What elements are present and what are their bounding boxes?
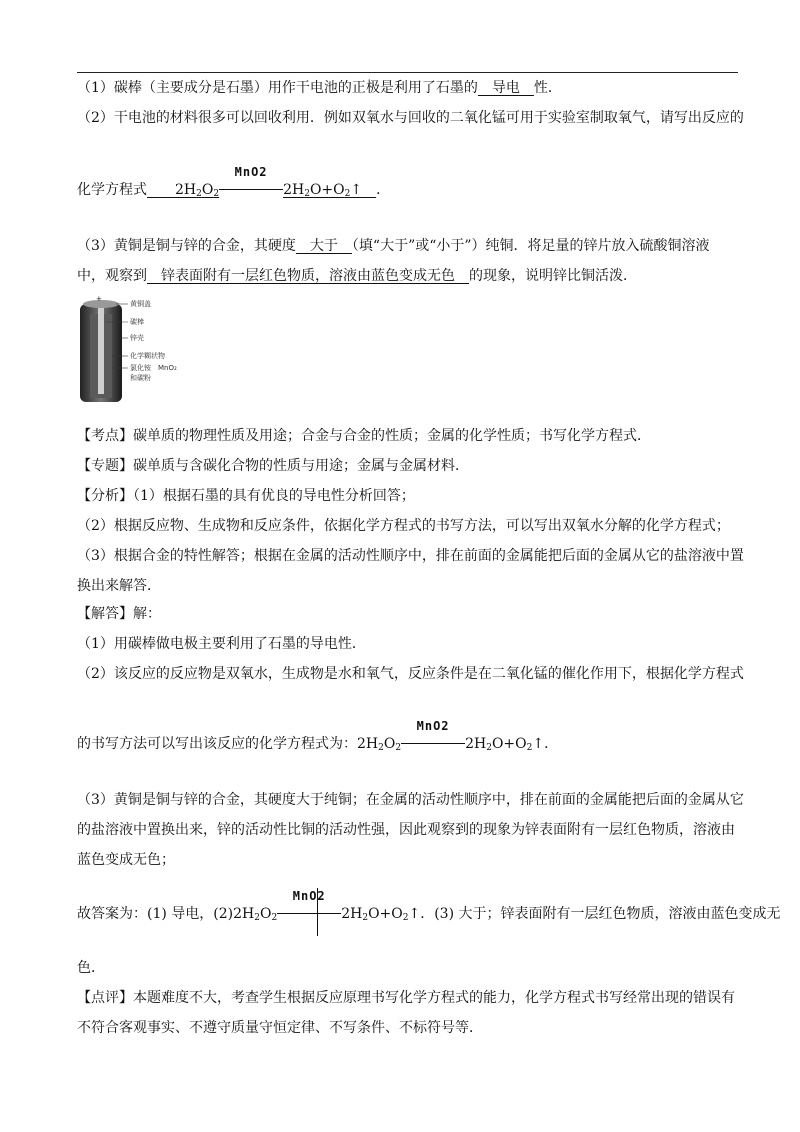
jieda-line-4: （3）黄铜是铜与锌的合金，其硬度大于纯铜；在金属的活动性顺序中，排在前面的金属能把后面的金属从它 bbox=[77, 792, 744, 808]
answer-label: 故答案为：(1) 导电，(2) bbox=[77, 906, 234, 922]
q2-equation-line bbox=[77, 165, 391, 200]
battery-diagram bbox=[76, 296, 226, 406]
q3-text: （3）黄铜是铜与锌的合金，其硬度 bbox=[77, 238, 296, 254]
q3-line-1 bbox=[77, 236, 710, 256]
zhuanti-line: 【专题】碳单质与含碳化合物的性质与用途；金属与金属材料． bbox=[77, 458, 469, 474]
catalyst-label: MnO2 bbox=[234, 165, 268, 179]
q1-line bbox=[77, 78, 562, 98]
jieda-line-6: 蓝色变成无色； bbox=[77, 852, 175, 868]
q3-text-4: 的现象，说明锌比铜活泼． bbox=[469, 268, 637, 284]
fenxi-line-3: （3）根据合金的特性解答；根据在金属的活动性顺序中，排在前面的金属能把后面的金属从它的盐溶液中置 bbox=[77, 548, 744, 564]
header-rule bbox=[77, 72, 738, 73]
q1-text-end: 性． bbox=[533, 80, 562, 96]
jieda-equation-line: 的书写方法可以写出该反应的化学方程式为：$2H_2O_2$ MnO2 $2H_2O+O_2↑$． bbox=[77, 734, 558, 754]
q1-answer-blank: 导电 bbox=[477, 80, 534, 96]
catalyst-condition-3 bbox=[277, 889, 341, 924]
catalyst-label-2: MnO2 bbox=[416, 719, 450, 733]
catalyst-condition-2 bbox=[401, 719, 465, 754]
figure-label-cap: 黄铜盖 bbox=[130, 300, 151, 308]
q2-label: 化学方程式 bbox=[77, 182, 147, 198]
q1-text: （1）碳棒（主要成分是石墨）用作干电池的正极是利用了石墨的 bbox=[77, 80, 478, 96]
figure-label-carbon-rod: 碳棒 bbox=[130, 318, 144, 326]
answer-line-2: 色． bbox=[77, 960, 105, 976]
equal-sign-bar-3 bbox=[277, 913, 341, 914]
figure-label-carbon-powder: 和碳粉 bbox=[130, 374, 151, 382]
jieda-equation-label: 的书写方法可以写出该反应的化学方程式为： bbox=[77, 736, 357, 752]
carbon-rod bbox=[98, 306, 104, 394]
q2-line-1: （2）干电池的材料很多可以回收利用．例如双氧水与回收的二氧化锰可用于实验室制取氧气，请写出反应的 bbox=[77, 110, 744, 126]
fenxi-line-2: （2）根据反应物、生成物和反应条件，依据化学方程式的书写方法，可以写出双氧水分解的化学方程式； bbox=[77, 518, 730, 534]
jieda-line-2: （2）该反应的反应物是双氧水，生成物是水和氧气，反应条件是在二氧化锰的催化作用下，根据化学方程式 bbox=[77, 666, 744, 682]
jieda-line-5: 的盐溶液中置换出来，锌的活动性比铜的活动性强，因此观察到的现象为锌表面附有一层红色物质，溶液由 bbox=[77, 822, 735, 838]
figure-label-ammonium-chloride: 氯化铵 MnO₂ bbox=[130, 364, 177, 372]
q3-text-2: （填“大于”或“小于”）纯铜．将足量的锌片放入硫酸铜溶液 bbox=[351, 238, 710, 254]
scan-artifact-line bbox=[317, 888, 318, 936]
catalyst-label-3: MnO2 bbox=[292, 889, 326, 903]
figure-label-zinc-shell: 锌壳 bbox=[130, 334, 144, 342]
q2-equation-blank: $2H_2O_2$ MnO2 $2H_2O+O_2↑$ bbox=[147, 182, 376, 198]
jieda-line-1: （1）用碳棒做电极主要利用了石墨的导电性． bbox=[77, 636, 366, 652]
kaodian-line: 【考点】碳单质的物理性质及用途；合金与合金的性质；金属的化学性质；书写化学方程式． bbox=[77, 428, 651, 444]
dianping-line-2: 不符合客观事实、不遵守质量守恒定律、不写条件、不标符号等． bbox=[77, 1020, 483, 1036]
period: ． bbox=[376, 182, 391, 198]
dianping-line-1: 【点评】本题难度不大，考查学生根据反应原理书写化学方程式的能力，化学方程式书写经常出现的错误有 bbox=[77, 990, 735, 1006]
q3-line-2 bbox=[77, 266, 637, 286]
answer-line: 故答案为：(1) 导电，$(2)2H_2O_2$ MnO2 $2H_2O+O_2↑$．(3) 大于；锌表面附有一层红色物质，溶液由蓝色变成无 bbox=[77, 904, 781, 924]
fenxi-line-1: 【分析】（1）根据石墨的具有优良的导电性分析回答； bbox=[77, 488, 415, 504]
equal-sign-bar bbox=[219, 189, 283, 190]
plus-sign: + bbox=[96, 296, 102, 303]
catalyst-condition bbox=[219, 165, 283, 200]
q3-answer-blank-1: 大于 bbox=[295, 238, 352, 254]
figure-label-paste: 化学糊状物 bbox=[130, 352, 165, 360]
jieda-heading: 【解答】解： bbox=[77, 606, 161, 622]
fenxi-line-4: 换出来解答． bbox=[77, 578, 161, 594]
answer-text: ．(3) 大于；锌表面附有一层红色物质，溶液由蓝色变成无 bbox=[420, 906, 781, 922]
equal-sign-bar-2 bbox=[401, 743, 465, 744]
q3-text-3: 中，观察到 bbox=[77, 268, 147, 284]
q3-answer-blank-2: 锌表面附有一层红色物质，溶液由蓝色变成无色 bbox=[147, 268, 469, 284]
